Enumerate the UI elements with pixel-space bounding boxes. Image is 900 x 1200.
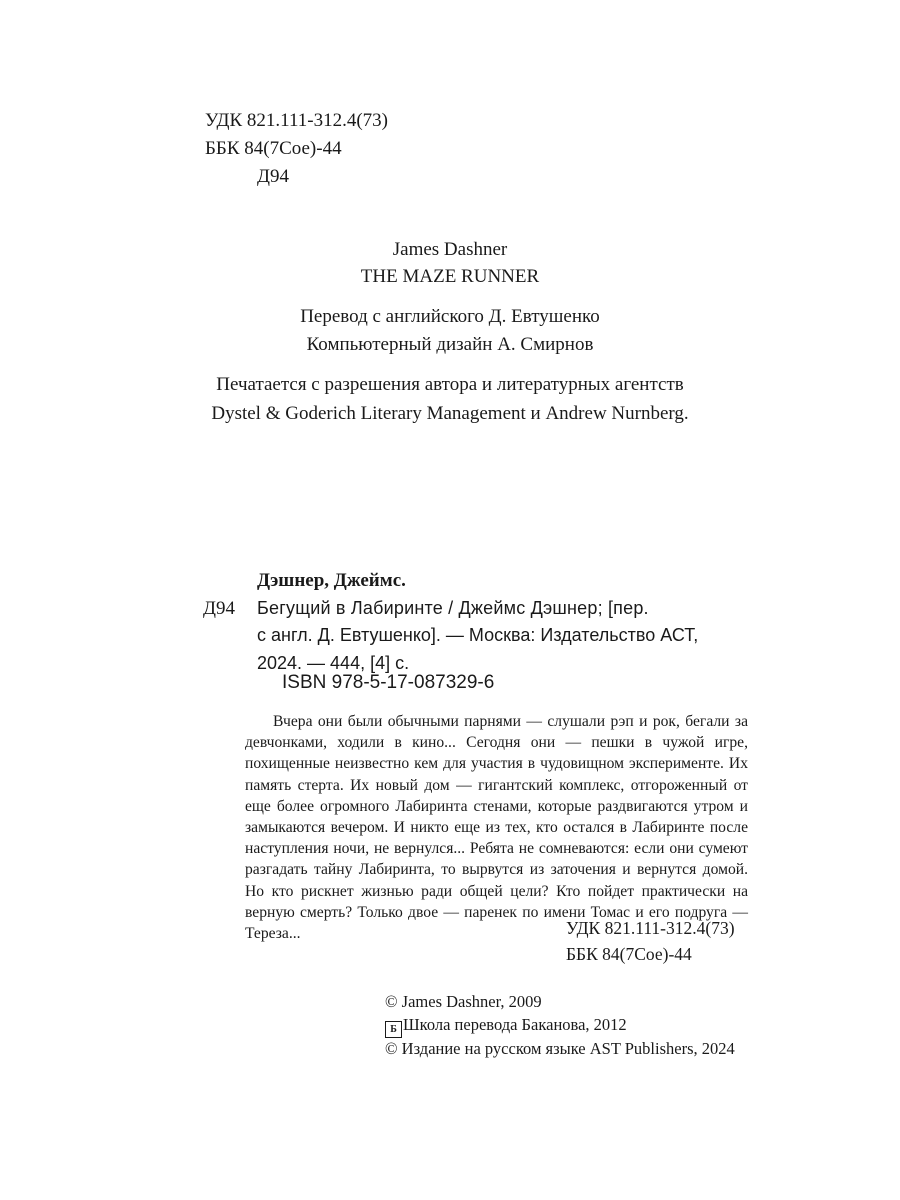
catalog-line-3: 2024. — 444, [4] с. bbox=[257, 652, 410, 673]
header-classification-codes bbox=[205, 107, 388, 191]
copyright-notices bbox=[385, 991, 735, 1060]
catalog-author-heading: Дэшнер, Джеймс. bbox=[257, 570, 406, 591]
catalog-line-1: Бегущий в Лабиринте / Джеймс Дэшнер; [пер. bbox=[257, 597, 649, 618]
copyright-translation-text: Школа перевода Баканова, 2012 bbox=[403, 1014, 627, 1034]
catalog-line-2: с англ. Д. Евтушенко]. — Москва: Издательство АСТ, bbox=[257, 625, 699, 645]
translation-school-logo-icon: Б bbox=[385, 1021, 402, 1038]
header-udk-code: УДК 821.111-312.4(73) bbox=[205, 110, 388, 131]
footer-classification-codes bbox=[566, 915, 735, 967]
credits bbox=[0, 303, 900, 359]
original-title: THE MAZE RUNNER bbox=[360, 266, 540, 287]
catalog-record bbox=[203, 567, 763, 677]
permission-line-2: Dystel & Goderich Literary Management и Andrew Nurnberg. bbox=[211, 403, 689, 424]
header-author-mark: Д94 bbox=[257, 166, 289, 187]
book-annotation: Вчера они были обычными парнями — слушали рэп и рок, бегали за девчонками, ходили в кино... Сегодня они — пешки в чужой игре, похищенные неизвестно кем для участия в чудовищном эксперименте. Их память стерта. Их новый дом — гигантский комплекс, отгороженный от еще более огромного Лабиринта стенами, которые раздвигаются утром и замыкаются вечером. И никто еще из тех, кто остался в Лабиринте после наступления ночи, не вернулся... Ребята не сомневаются: если они сумеют разгадать тайну Лабиринта, то вырвутся из заточения и вернутся домой. Но кто рискнет жизнью ради общей цели? Кто пойдет практически на верную смерть? Только двое — паренек по имени Томас и его подруга — Тереза... bbox=[245, 713, 748, 943]
catalog-title-row bbox=[203, 595, 763, 623]
header-bbk-code: ББК 84(7Сое)-44 bbox=[205, 138, 342, 159]
copyright-translation bbox=[385, 1014, 735, 1038]
original-author: James Dashner bbox=[392, 239, 508, 260]
copyright-author: © James Dashner, 2009 bbox=[385, 992, 542, 1011]
catalog-author-mark: Д94 bbox=[203, 597, 235, 619]
designer-credit: Компьютерный дизайн А. Смирнов bbox=[306, 334, 594, 355]
isbn: ISBN 978-5-17-087329-6 bbox=[282, 672, 495, 693]
original-edition-info bbox=[0, 236, 900, 290]
permission-notice bbox=[0, 370, 900, 428]
permission-line-1: Печатается с разрешения автора и литературных агентств bbox=[216, 374, 684, 395]
translator-credit: Перевод с английского Д. Евтушенко bbox=[300, 306, 600, 327]
footer-bbk-code: ББК 84(7Сое)-44 bbox=[566, 944, 692, 964]
footer-udk-code: УДК 821.111-312.4(73) bbox=[566, 918, 735, 938]
copyright-edition: © Издание на русском языке AST Publishers, 2024 bbox=[385, 1038, 735, 1058]
